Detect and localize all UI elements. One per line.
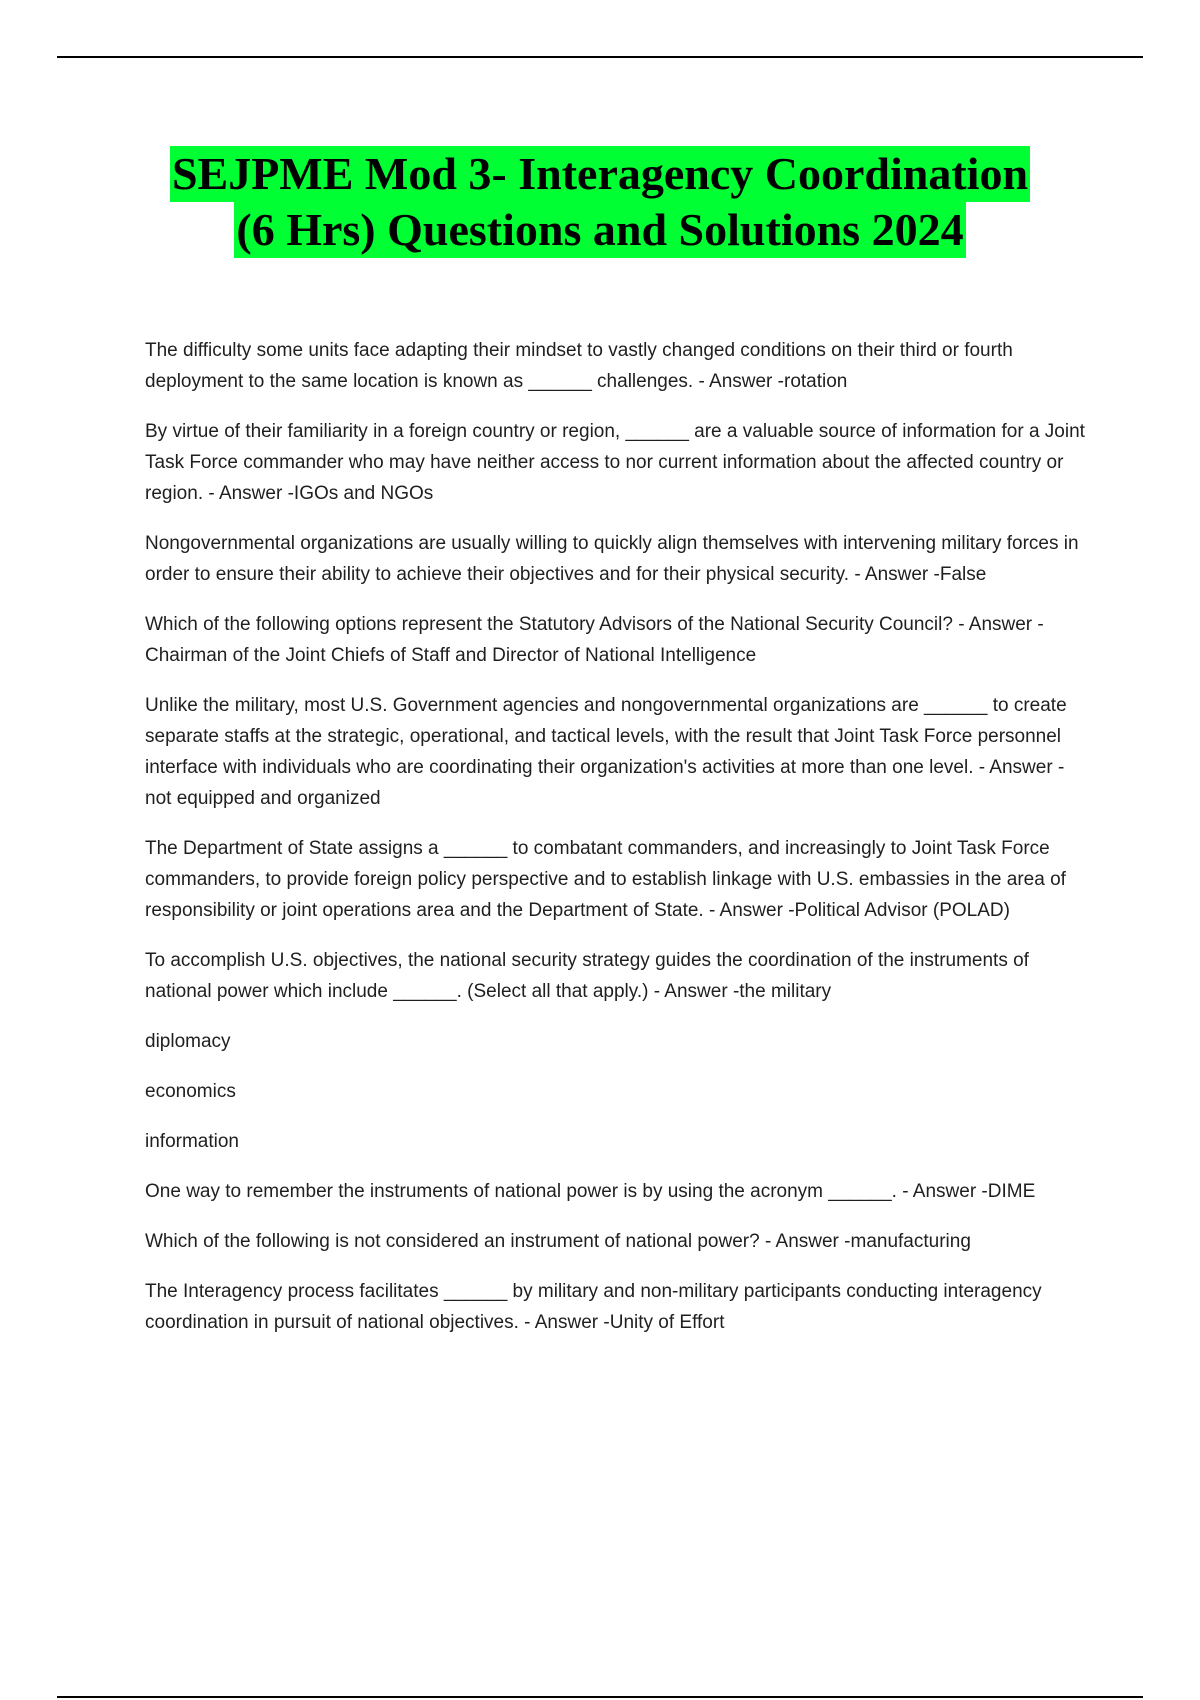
answer-text: IGOs and NGOs (293, 483, 434, 504)
qa-item (145, 528, 1090, 590)
qa-item (145, 335, 1090, 397)
answer-separator: - Answer - (759, 1231, 851, 1252)
answer-separator: - Answer - (518, 1312, 610, 1333)
qa-item (145, 690, 1090, 814)
answer-separator: - Answer - (973, 757, 1065, 778)
answer-separator: - Answer - (693, 371, 784, 392)
answer-text: manufacturing (850, 1231, 971, 1252)
question-text: One way to remember the instruments of national power is by using the acronym ______. (145, 1181, 897, 1202)
answer-separator: - Answer - (896, 1181, 988, 1202)
question-text: Unlike the military, most U.S. Government agencies and nongovernmental organizations are ______ to create separate staffs at the strategic, operational, and tactical levels, with the result that Joint Task Force personnel interface with individuals who are coordinating their organization's activities at more than one level. (145, 695, 1067, 778)
question-text: The Interagency process facilitates ______ by military and non-military participants conducting interagency coordination in pursuit of national objectives. (145, 1281, 1042, 1333)
question-text: Nongovernmental organizations are usually willing to quickly align themselves with intervening military forces in order to ensure their ability to achieve their objectives and for their physical security. (145, 533, 1079, 585)
qa-item (145, 609, 1090, 671)
qa-item (145, 1226, 1090, 1257)
answer-separator: - Answer - (648, 981, 740, 1002)
answer-text: Unity of Effort (609, 1312, 725, 1333)
extra-answer: information (145, 1131, 239, 1152)
answer-separator: - Answer - (952, 614, 1044, 635)
question-text: The Department of State assigns a ______ to combatant commanders, and increasingly to Joint Task Force commanders, to provide foreign policy perspective and to establish linkage with U.S. embassies in the area of responsibility or joint operations area and the Department of State. (145, 838, 1066, 921)
answer-text: the military (739, 981, 832, 1002)
question-text: By virtue of their familiarity in a foreign country or region, ______ are a valuable source of information for a Joint Task Force commander who may have neither access to nor current information about the affected country or region. (145, 421, 1085, 504)
question-text: To accomplish U.S. objectives, the national security strategy guides the coordination of the instruments of national power which include ______. (Select all that apply.) (145, 950, 1029, 1002)
question-text: Which of the following options represent the Statutory Advisors of the National Security Council? (145, 614, 953, 635)
top-rule (57, 56, 1143, 58)
qa-item (145, 945, 1090, 1007)
qa-item (145, 1176, 1090, 1207)
qa-item (145, 833, 1090, 926)
answer-text: Political Advisor (POLAD) (794, 900, 1010, 921)
answer-separator: - Answer - (703, 900, 795, 921)
answer-separator: - Answer - (849, 564, 940, 585)
title-line-1: SEJPME Mod 3- Interagency Coordination (170, 146, 1030, 202)
answer-text: Chairman of the Joint Chiefs of Staff and Director of National Intelligence (145, 645, 757, 666)
qa-item (145, 416, 1090, 509)
qa-item (145, 1276, 1090, 1338)
question-text: The difficulty some units face adapting their mindset to vastly changed conditions on their third or fourth deployment to the same location is known as ______ challenges. (145, 340, 1013, 392)
qa-list (145, 335, 1090, 1357)
document-title (0, 146, 1200, 258)
extra-answer: diplomacy (145, 1031, 231, 1052)
answer-separator: - Answer - (203, 483, 294, 504)
answer-text: rotation (784, 371, 848, 392)
answer-text: not equipped and organized (145, 788, 381, 809)
title-line-2: (6 Hrs) Questions and Solutions 2024 (234, 202, 965, 258)
answer-text: False (939, 564, 987, 585)
answer-text: DIME (987, 1181, 1036, 1202)
extra-answer: economics (145, 1081, 236, 1102)
bottom-rule (57, 1696, 1143, 1698)
question-text: Which of the following is not considered an instrument of national power? (145, 1231, 760, 1252)
